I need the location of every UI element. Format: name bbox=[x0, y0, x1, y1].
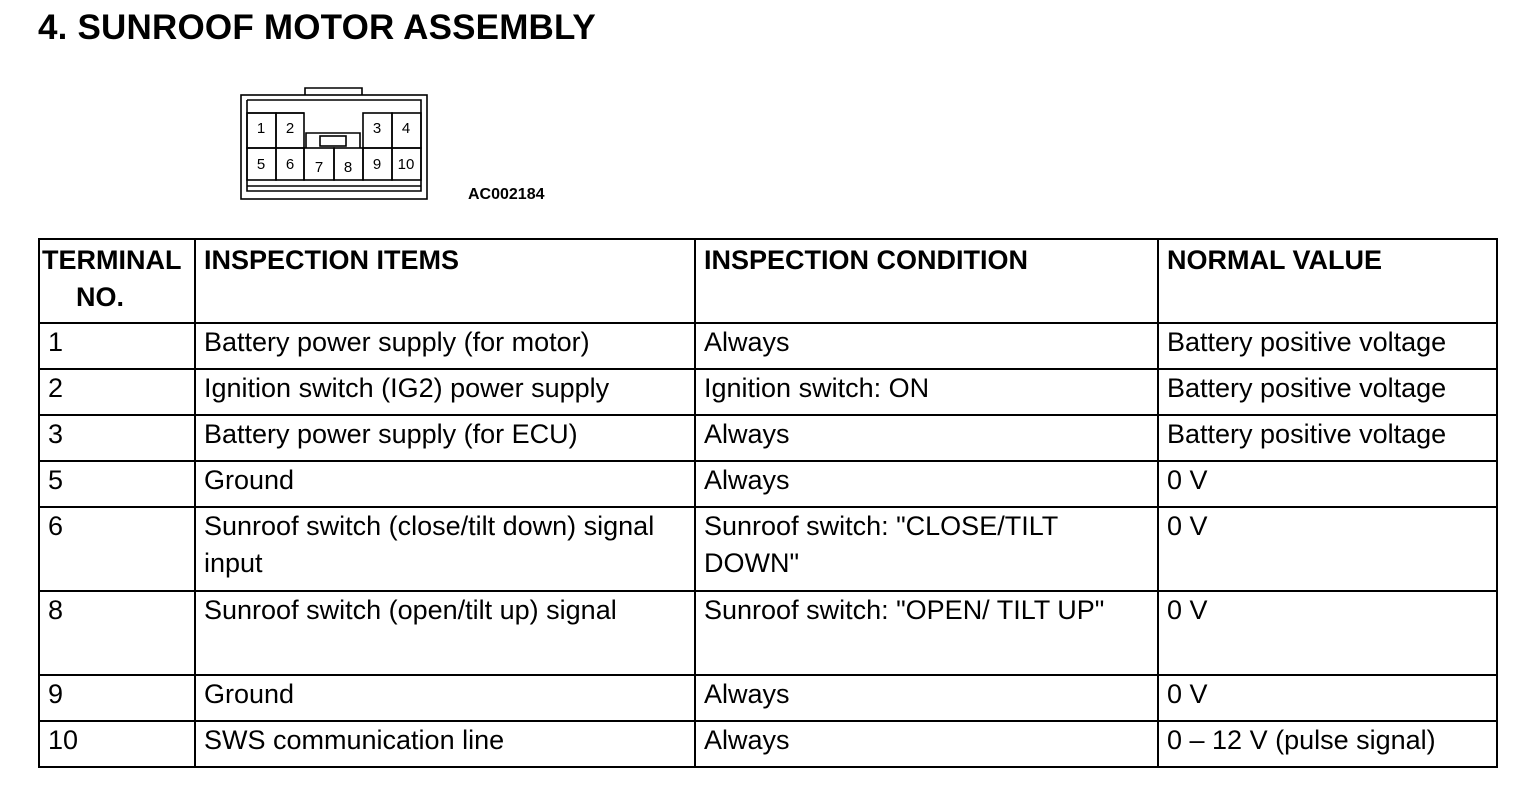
table-row bbox=[39, 415, 1497, 461]
cell-terminal: 10 bbox=[39, 721, 195, 767]
connector-diagram bbox=[240, 86, 430, 202]
cell-terminal: 6 bbox=[39, 507, 195, 591]
table-header-row bbox=[39, 239, 1497, 323]
cell-terminal: 5 bbox=[39, 461, 195, 507]
header-terminal-line2: NO. bbox=[76, 282, 125, 312]
cell-condition: Sunroof switch: "CLOSE/TILT DOWN" bbox=[695, 507, 1158, 591]
cell-terminal: 2 bbox=[39, 369, 195, 415]
cell-item: Battery power supply (for motor) bbox=[195, 323, 695, 369]
cell-item: Sunroof switch (open/tilt up) signal bbox=[195, 591, 695, 675]
cell-condition: Always bbox=[695, 675, 1158, 721]
cell-value: Battery positive voltage bbox=[1158, 415, 1497, 461]
cell-value: Battery positive voltage bbox=[1158, 323, 1497, 369]
pin-label: 10 bbox=[397, 156, 415, 173]
cell-item: Ground bbox=[195, 675, 695, 721]
cell-condition: Sunroof switch: "OPEN/ TILT UP" bbox=[695, 591, 1158, 675]
cell-item: Sunroof switch (close/tilt down) signal input bbox=[195, 507, 695, 591]
cell-condition: Ignition switch: ON bbox=[695, 369, 1158, 415]
header-value: NORMAL VALUE bbox=[1158, 239, 1497, 323]
pin-label: 9 bbox=[372, 156, 382, 173]
cell-terminal: 1 bbox=[39, 323, 195, 369]
cell-condition: Always bbox=[695, 415, 1158, 461]
table-row bbox=[39, 591, 1497, 675]
cell-terminal: 8 bbox=[39, 591, 195, 675]
cell-value: 0 V bbox=[1158, 461, 1497, 507]
pin-label: 4 bbox=[401, 120, 411, 137]
cell-value: 0 V bbox=[1158, 591, 1497, 675]
cell-item: SWS communication line bbox=[195, 721, 695, 767]
header-condition: INSPECTION CONDITION bbox=[695, 239, 1158, 323]
cell-item: Ignition switch (IG2) power supply bbox=[195, 369, 695, 415]
figure-id: AC002184 bbox=[468, 186, 545, 203]
cell-condition: Always bbox=[695, 323, 1158, 369]
page-title: 4. SUNROOF MOTOR ASSEMBLY bbox=[38, 8, 596, 47]
pin-label: 7 bbox=[314, 159, 324, 176]
cell-terminal: 9 bbox=[39, 675, 195, 721]
cell-item: Ground bbox=[195, 461, 695, 507]
header-items: INSPECTION ITEMS bbox=[195, 239, 695, 323]
cell-value: 0 – 12 V (pulse signal) bbox=[1158, 721, 1497, 767]
cell-value: 0 V bbox=[1158, 507, 1497, 591]
table-row bbox=[39, 369, 1497, 415]
cell-terminal: 3 bbox=[39, 415, 195, 461]
cell-condition: Always bbox=[695, 721, 1158, 767]
table-row bbox=[39, 721, 1497, 767]
cell-condition: Always bbox=[695, 461, 1158, 507]
header-terminal-line1: TERMINAL bbox=[42, 245, 182, 275]
pin-label: 3 bbox=[372, 120, 382, 137]
pin-label: 8 bbox=[343, 159, 353, 176]
cell-value: Battery positive voltage bbox=[1158, 369, 1497, 415]
table-row bbox=[39, 675, 1497, 721]
table-row bbox=[39, 507, 1497, 591]
table-row bbox=[39, 461, 1497, 507]
cell-item: Battery power supply (for ECU) bbox=[195, 415, 695, 461]
cell-value: 0 V bbox=[1158, 675, 1497, 721]
header-terminal bbox=[39, 239, 195, 323]
table-row bbox=[39, 323, 1497, 369]
pin-label: 6 bbox=[285, 156, 295, 173]
pin-label: 1 bbox=[256, 120, 266, 137]
pin-label: 2 bbox=[285, 120, 295, 137]
pin-label: 5 bbox=[256, 156, 266, 173]
inspection-table bbox=[38, 238, 1498, 768]
